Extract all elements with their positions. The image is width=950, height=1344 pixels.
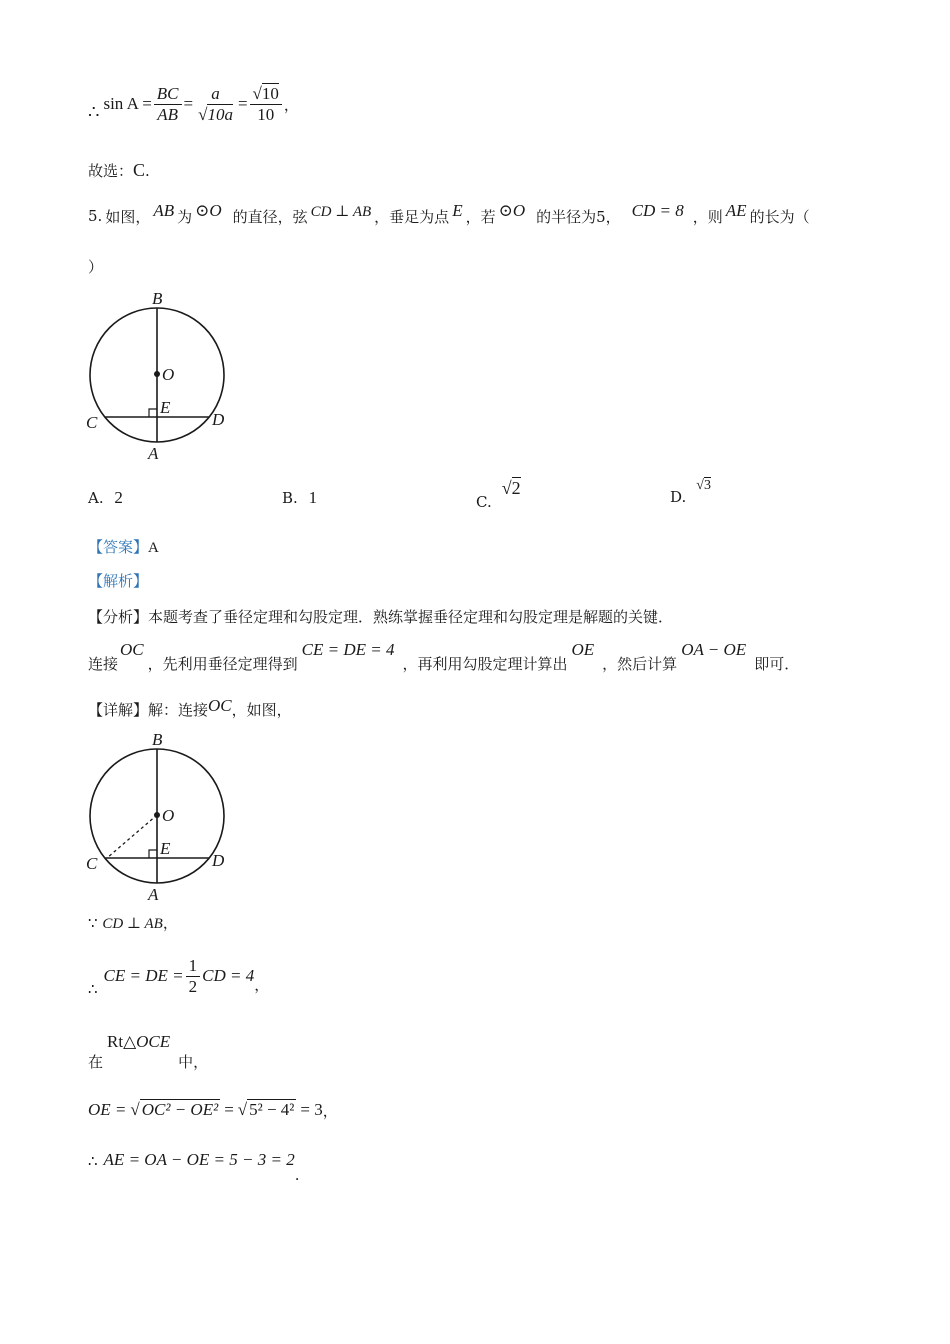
question-text: ，则 (692, 207, 723, 226)
fraction-a-sqrt10a (195, 84, 236, 125)
fraction-denominator: 10 (257, 104, 275, 124)
sqrt-oc-oe: √ OC² − OE² (130, 1100, 219, 1119)
comma: ， (283, 95, 299, 114)
period: . (294, 1166, 300, 1184)
method-text: 连接 (88, 655, 119, 673)
fraction-denominator: 2 (188, 976, 198, 996)
fraction-denominator: AB (157, 104, 179, 124)
label-b: B (152, 730, 163, 749)
method-text: 即可． (754, 655, 800, 673)
comma: ， (322, 1101, 338, 1120)
math-oe-eq: OE = (88, 1100, 127, 1119)
choose-end: . (145, 162, 150, 180)
question-text: 的半径为5， (536, 207, 621, 226)
fraction-denominator: √10a (198, 104, 233, 124)
label-b: B (152, 289, 163, 308)
fraction-numerator: 1 (186, 956, 201, 977)
math-circle-o: ⊙O (498, 201, 526, 220)
radicand: 5² − 4² (249, 1100, 295, 1119)
option-d[interactable] (670, 478, 711, 506)
label-o: O (162, 806, 175, 825)
right-angle-mark (149, 850, 157, 858)
math-ab: AB (153, 201, 175, 220)
radicand: 3 (703, 478, 711, 493)
math-oe: OE (571, 640, 595, 659)
question-text: ，若 (465, 207, 496, 226)
equals-sign: = (237, 94, 248, 113)
label-d: D (212, 851, 225, 870)
question-text: 为 (177, 207, 193, 226)
math-cd-eq-8: CD = 8 (631, 201, 684, 220)
xiangjie-label: 【详解】 (88, 701, 149, 719)
fenxi-text: 本题考查了垂径定理和勾股定理．熟练掌握垂径定理和勾股定理是解题的关键． (148, 608, 674, 626)
math-oc: OC (120, 640, 144, 659)
analysis-label: 【解析】 (88, 572, 149, 590)
answer-line (88, 536, 159, 557)
sin-a-label: sin A = (103, 94, 152, 113)
fraction-bc-ab (154, 84, 182, 125)
fraction-sqrt10-10 (250, 84, 282, 125)
question-text: ，垂足为点 (374, 207, 450, 226)
equals-sign: = (183, 94, 194, 113)
therefore-symbol: ∴ (88, 1152, 98, 1170)
step-because (88, 912, 178, 933)
therefore-symbol: ∴ (88, 980, 98, 998)
option-value: 2 (114, 488, 123, 507)
math-oce: OCE (136, 1032, 171, 1051)
radicand: OC² − OE² (141, 1100, 219, 1119)
radicand: 10a (207, 104, 233, 124)
fenxi-line (88, 606, 673, 627)
choose-line (88, 160, 150, 181)
radicand: 2 (511, 478, 521, 498)
question-text: 如图， (105, 207, 151, 226)
sqrt-5-4: √ 5² − 4² (237, 1100, 295, 1119)
math-ce-de-4: CE = DE = 4 (301, 640, 395, 659)
option-letter: C. (476, 493, 492, 511)
xiangjie-text: 解：连接 (148, 701, 209, 719)
answer-label: 【答案】 (88, 538, 149, 556)
fraction-one-half (186, 956, 201, 997)
fraction-numerator: a (208, 84, 223, 105)
option-a[interactable] (88, 488, 123, 508)
math-oa-minus-oe: OA − OE (681, 640, 747, 659)
label-a: A (148, 444, 159, 463)
label-e: E (160, 398, 171, 417)
option-letter: A. (88, 489, 104, 507)
fraction-numerator: BC (154, 84, 182, 105)
step-in-triangle (88, 1032, 208, 1072)
question-number: 5. (88, 207, 103, 225)
option-b[interactable] (282, 488, 317, 508)
math-ce-de: CE = DE = (103, 966, 184, 985)
radicand: 10 (261, 83, 279, 103)
step-oe (88, 1094, 338, 1126)
option-c[interactable] (476, 478, 521, 511)
equals-3: = 3 (300, 1100, 323, 1119)
choose-value: C (133, 160, 146, 180)
answer-value: A (148, 540, 159, 556)
method-text: ，再利用勾股定理计算出 (402, 655, 568, 673)
equals-sign: = (224, 1100, 234, 1119)
option-letter: B. (282, 489, 298, 507)
math-circle-o: ⊙O (195, 201, 222, 220)
option-value: 1 (308, 488, 318, 507)
because-symbol: ∵ (88, 914, 98, 932)
label-c: C (86, 854, 98, 873)
math-ae-result: AE = OA − OE = 5 − 3 = 2 (103, 1150, 295, 1169)
circle-figure-2 (80, 728, 240, 908)
question-close-paren: ） (88, 258, 104, 276)
math-e: E (452, 201, 463, 220)
option-value: √3 (696, 478, 711, 493)
step-ce-de (88, 948, 269, 1004)
question-text: 的长为（ (749, 207, 810, 226)
math-cd-perp-ab: CD ⊥ AB (310, 203, 372, 220)
method-line (88, 640, 799, 674)
question-text: 的直径，弦 (232, 207, 308, 226)
question-5-line (88, 200, 810, 232)
rt-label: Rt△ (107, 1032, 137, 1051)
math-cd-4: CD = 4 (202, 966, 255, 985)
label-a: A (148, 885, 159, 904)
therefore-symbol: ∴ (88, 101, 100, 123)
method-text: ，先利用垂径定理得到 (147, 655, 298, 673)
math-cd-perp-ab: CD ⊥ AB (102, 916, 163, 932)
fenxi-label: 【分析】 (88, 608, 149, 626)
choose-label: 故选： (88, 162, 134, 180)
comma: ， (162, 914, 178, 932)
circle-figure-1 (80, 285, 240, 465)
step-ae (88, 1150, 300, 1184)
right-angle-mark (149, 409, 157, 417)
math-oc: OC (208, 696, 232, 715)
sin-a-equation (88, 80, 299, 128)
center-point (154, 371, 160, 377)
comma: ， (254, 975, 270, 994)
option-value: √2 (501, 478, 521, 498)
rt-triangle (107, 1032, 170, 1052)
label-c: C (86, 413, 98, 432)
label-d: D (212, 410, 225, 429)
zhong-text: 中， (178, 1053, 209, 1071)
method-text: ，然后计算 (602, 655, 678, 673)
zai-text: 在 (88, 1053, 104, 1071)
label-o: O (162, 365, 175, 384)
center-point (154, 812, 160, 818)
label-e: E (160, 839, 171, 858)
xiangjie-end: ，如图， (231, 701, 292, 719)
math-ae: AE (725, 201, 747, 220)
xiangjie-line (88, 696, 292, 720)
option-letter: D. (670, 488, 687, 506)
fraction-numerator: √10 (250, 84, 282, 105)
